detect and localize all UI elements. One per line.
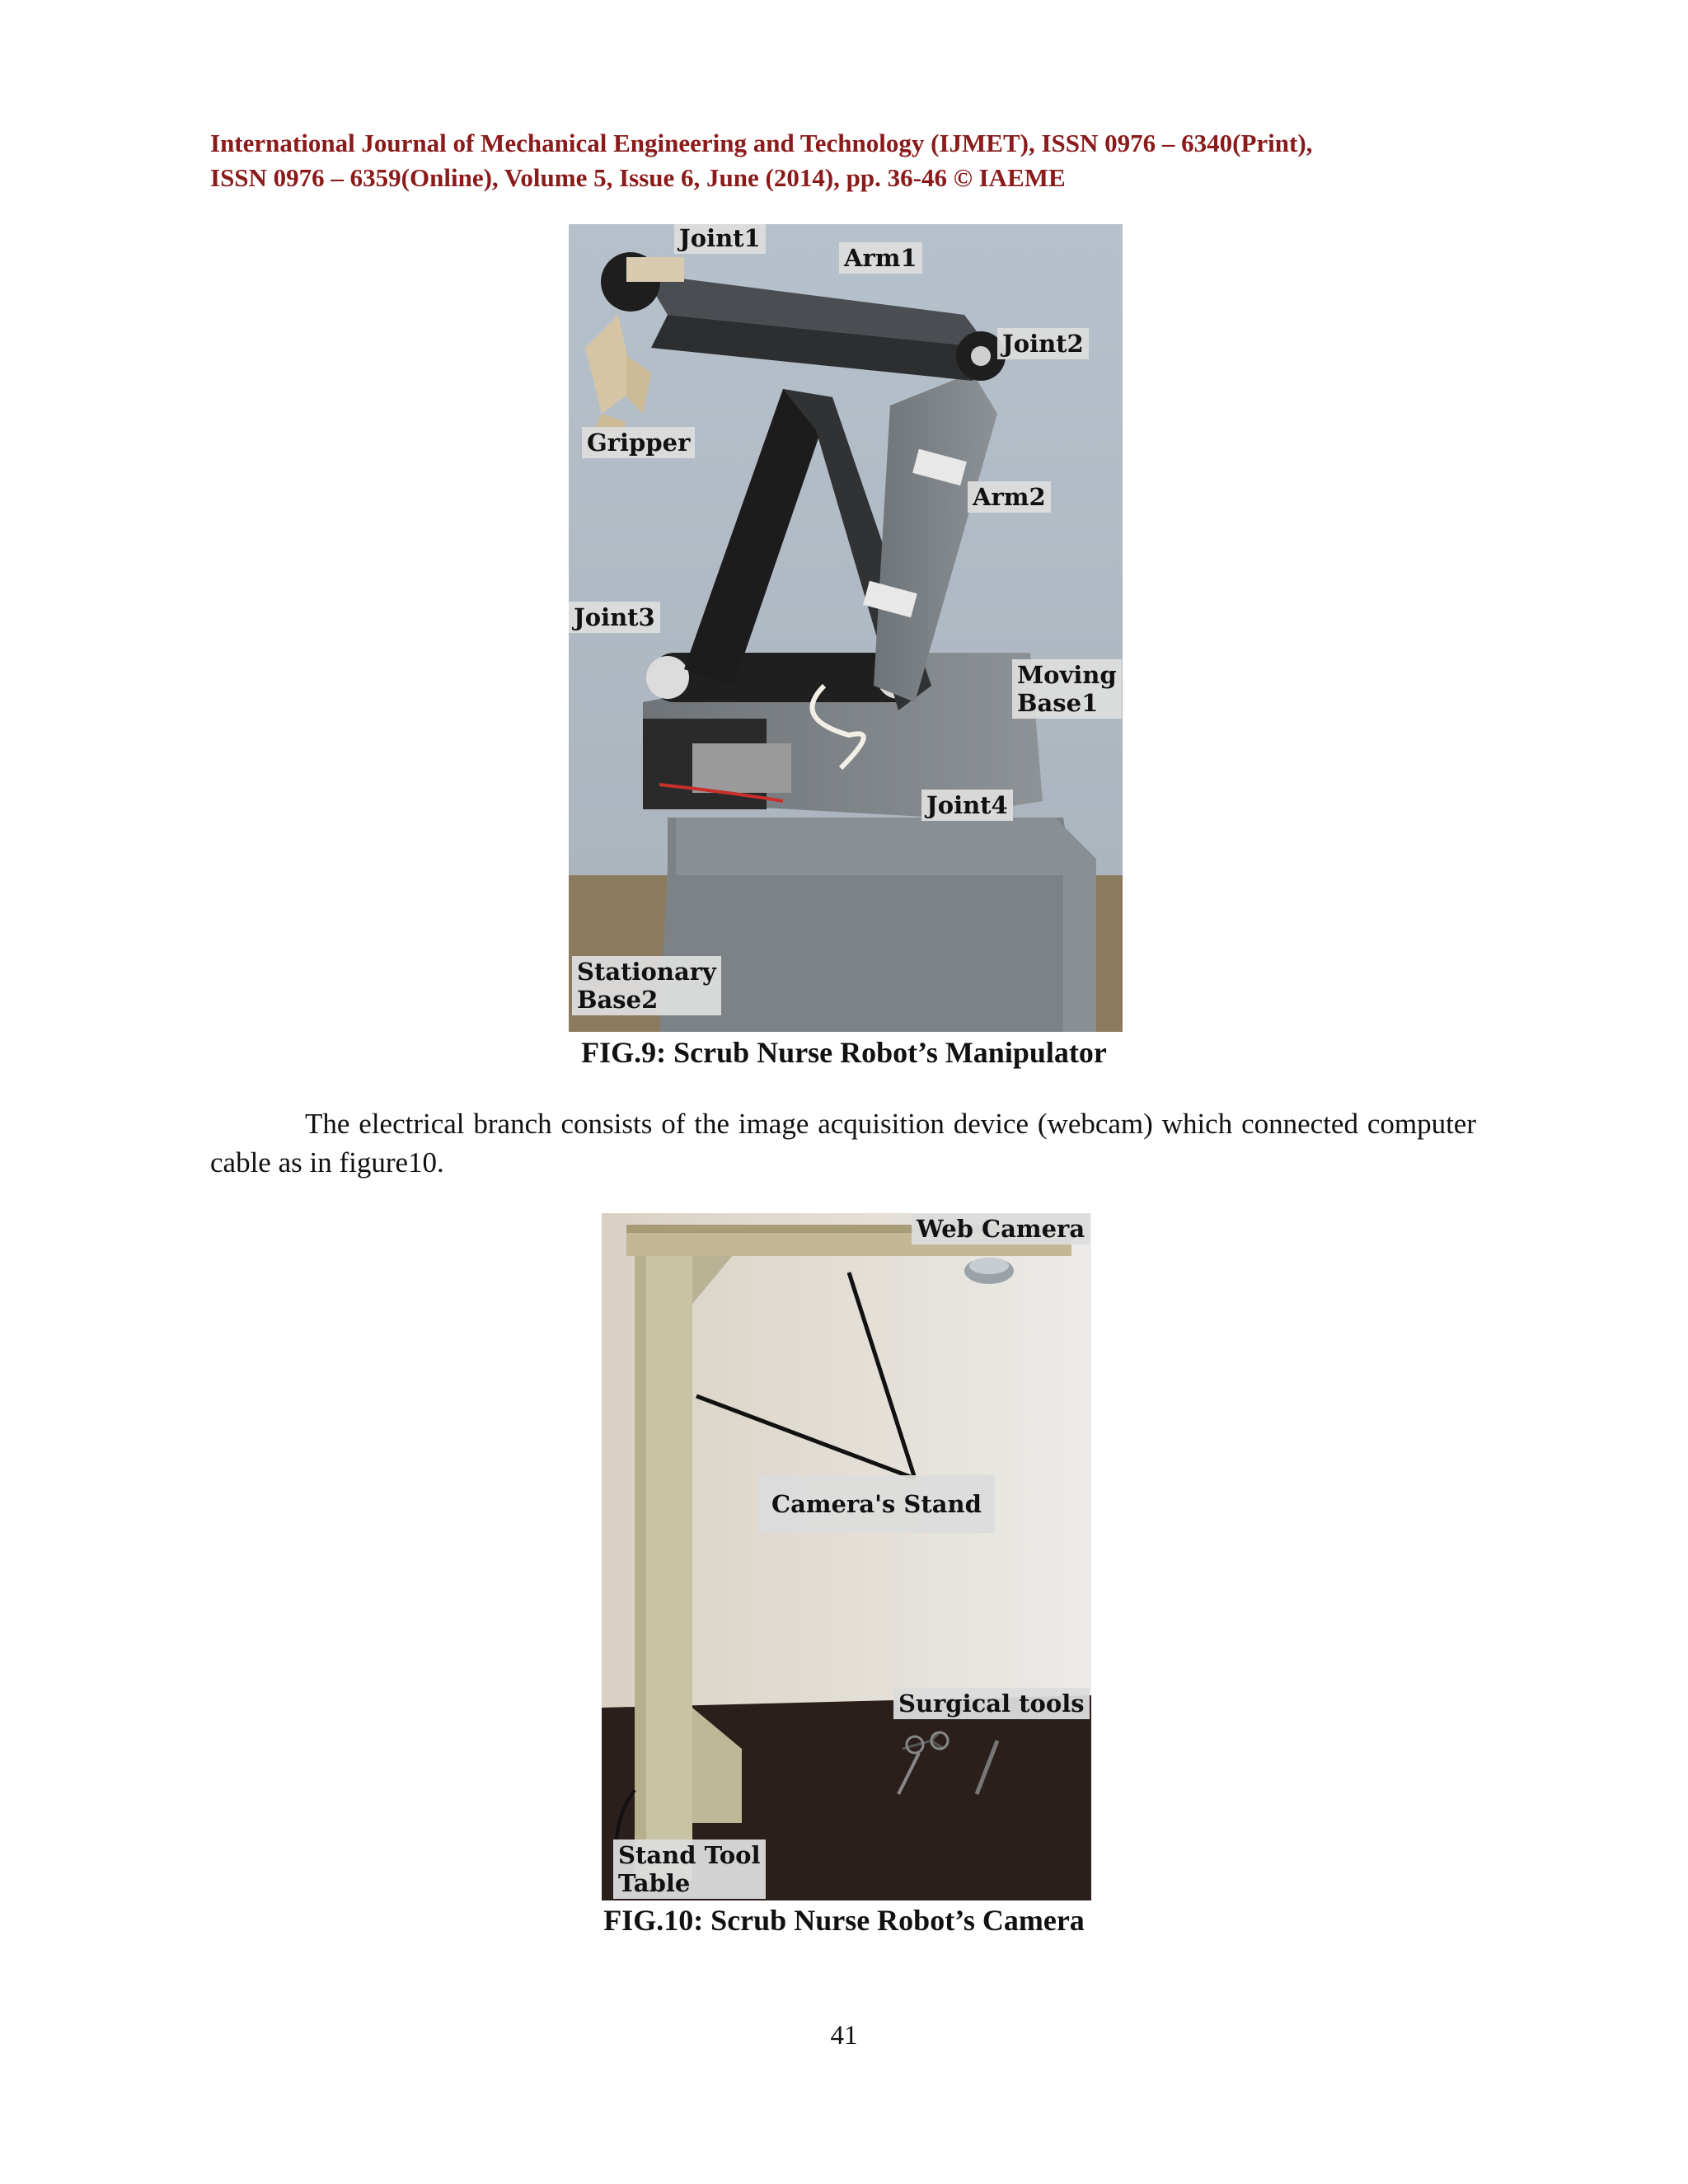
label-cameras-stand: Camera's Stand — [758, 1475, 995, 1533]
label-stand-tool-table: Stand Tool Table — [613, 1840, 766, 1899]
camera-stand-illustration — [602, 1213, 1091, 1900]
label-web-camera: Web Camera — [912, 1213, 1090, 1244]
label-joint2: Joint2 — [997, 328, 1089, 359]
header-line-1: International Journal of Mechanical Engineering and Technology (IJMET), ISSN 0976 – 6340(Print), — [210, 129, 1313, 157]
header-line-2: ISSN 0976 – 6359(Online), Volume 5, Issue 6, June (2014), pp. 36-46 © IAEME — [210, 163, 1066, 192]
figure-9-caption: FIG.9: Scrub Nurse Robot’s Manipulator — [581, 1036, 1107, 1069]
label-gripper: Gripper — [582, 427, 695, 458]
label-joint3: Joint3 — [569, 602, 660, 633]
figure-9-photo — [569, 224, 1123, 1032]
figure-10-photo — [602, 1213, 1091, 1900]
label-joint1: Joint1 — [674, 224, 766, 254]
label-moving-base1: Moving Base1 — [1012, 659, 1122, 719]
label-surgical-tools: Surgical tools — [893, 1688, 1090, 1719]
journal-header — [210, 126, 1479, 195]
body-paragraph: The electrical branch consists of the image acquisition device (webcam) which connected computer cable as in figure10. — [210, 1108, 1476, 1179]
label-arm1: Arm1 — [839, 242, 922, 274]
page-number: 41 — [830, 2021, 858, 2050]
label-arm2: Arm2 — [968, 481, 1051, 513]
label-joint4: Joint4 — [921, 790, 1013, 821]
figure-10-caption: FIG.10: Scrub Nurse Robot’s Camera — [603, 1904, 1085, 1937]
label-stationary-base2: Stationary Base2 — [572, 956, 721, 1015]
